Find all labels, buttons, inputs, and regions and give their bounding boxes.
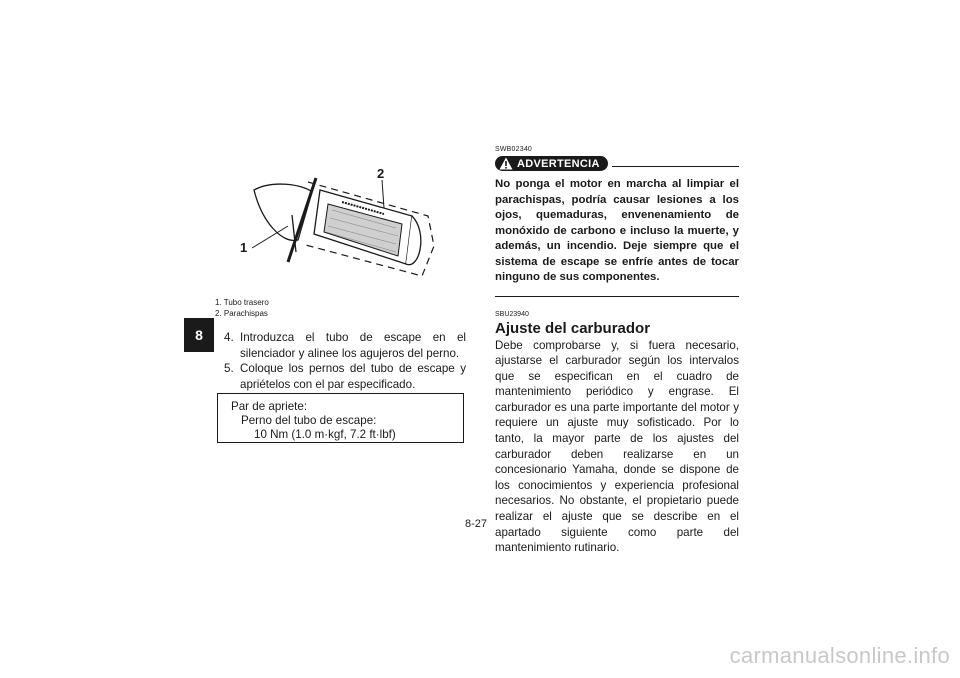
warning-rule bbox=[612, 166, 739, 167]
callout-2: 2 bbox=[377, 166, 385, 181]
torque-spec-box bbox=[217, 393, 464, 443]
section-title: Ajuste del carburador bbox=[495, 319, 651, 337]
step-list bbox=[224, 330, 466, 392]
step-text: Introduzca el tubo de escape en el silenciador y alinee los agujeros del perno. bbox=[240, 331, 466, 360]
warning-bottom-rule bbox=[495, 296, 739, 297]
section-body: Debe comprobarse y, si fuera necesario, ajustarse el carburador según los intervalos que se especifican en el cuadro de mantenimiento periódico y engrase. El carburador es una parte importante del motor y requiere un ajuste muy sofisticado. Por lo tanto, la mayor parte de los ajustes del carburador deben realizarse en un concesionario Yamaha, donde se dispone de los conocimientos y experiencia profesional necesarios. No obstante, el propietario puede realizar el ajuste que se describe en el apartado siguiente como parte del mantenimiento rutinario. bbox=[495, 338, 739, 555]
figure-captions bbox=[215, 297, 269, 319]
callout-1: 1 bbox=[240, 240, 248, 255]
section-tab: 8 bbox=[184, 318, 214, 352]
spec-value: 10 Nm (1.0 m·kgf, 7.2 ft·lbf) bbox=[254, 428, 396, 441]
warning-label: ADVERTENCIA bbox=[517, 157, 600, 170]
right-column bbox=[495, 146, 739, 556]
spec-title: Par de apriete: bbox=[231, 400, 308, 413]
step-number: 4. bbox=[224, 331, 234, 344]
step-number: 5. bbox=[224, 362, 234, 375]
caption-1: 1. Tubo trasero bbox=[215, 298, 269, 307]
watermark: carmanualsonline.info bbox=[729, 643, 950, 668]
page-number: 8-27 bbox=[465, 518, 488, 530]
spec-item: Perno del tubo de escape: bbox=[241, 414, 377, 427]
step-item bbox=[224, 330, 466, 361]
spark-arrester-illustration bbox=[232, 160, 454, 295]
warning-badge bbox=[495, 156, 608, 171]
section-code: SBU23940 bbox=[495, 310, 529, 318]
step-text: Coloque los pernos del tubo de escape y apriételos con el par especificado. bbox=[240, 362, 466, 391]
warning-code: SWB02340 bbox=[495, 146, 533, 153]
step-item bbox=[224, 361, 466, 392]
warning-triangle-icon bbox=[499, 157, 513, 170]
warning-text: No ponga el motor en marcha al limpiar el parachispas, podría causar lesiones a los ojos, quemaduras, envenenamiento de monóxido de carbono e incluso la muerte, y además, un incendio. Deje siempre que el sistema de escape se enfríe antes de tocar ninguno de sus componentes. bbox=[495, 178, 739, 283]
caption-2: 2. Parachispas bbox=[215, 309, 268, 318]
warning-header bbox=[495, 156, 739, 171]
spark-arrester-drawing bbox=[232, 160, 454, 295]
